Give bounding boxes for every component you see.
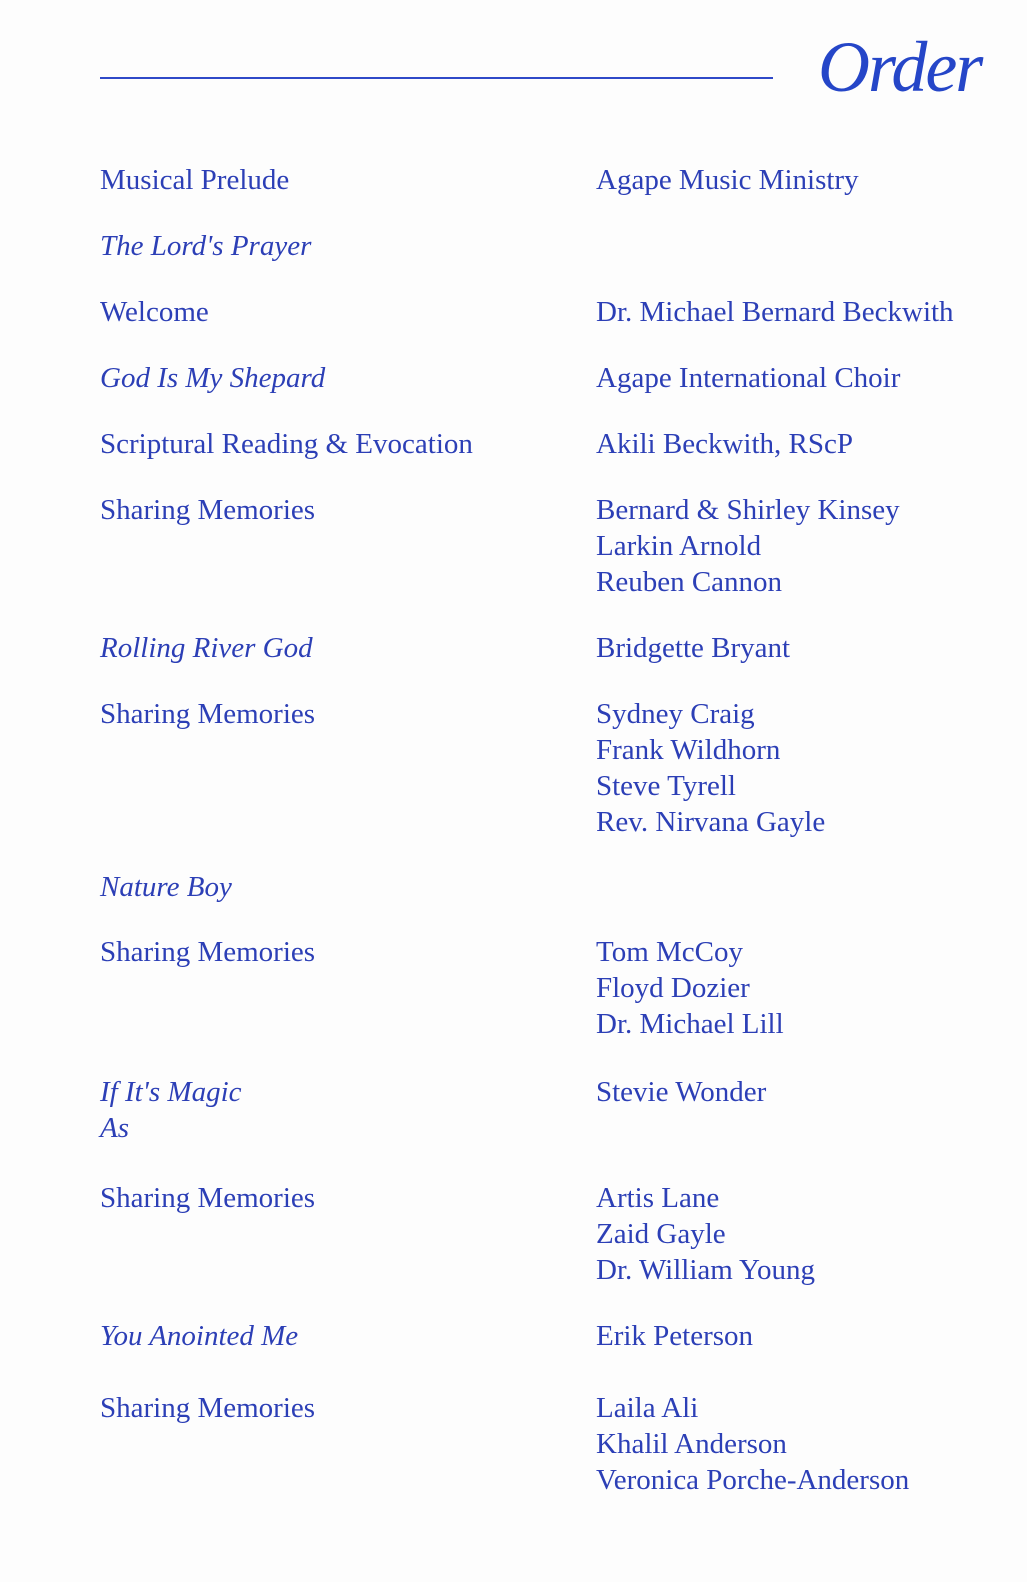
program-item-text: If It's Magic	[100, 1076, 242, 1108]
page-title: Order	[818, 27, 982, 107]
participant-name: Veronica Porche-Anderson	[596, 1464, 910, 1496]
participant-name: Tom McCoy	[596, 936, 743, 968]
program-item-text: Sharing Memories	[100, 1182, 316, 1214]
participant-name: Dr. Michael Bernard Beckwith	[596, 296, 954, 328]
program-participants	[596, 360, 1021, 396]
participant-name: Erik Peterson	[596, 1320, 754, 1352]
program-participants	[596, 630, 1021, 666]
participant-name: Larkin Arnold	[596, 530, 762, 562]
program-item-text: Welcome	[100, 296, 209, 328]
program-item	[100, 228, 570, 264]
program-item	[100, 162, 570, 198]
program-item	[100, 1390, 570, 1426]
participant-name: Laila Ali	[596, 1392, 699, 1424]
program-item	[100, 1318, 570, 1354]
program-participants	[596, 492, 1021, 600]
program-item-text: Sharing Memories	[100, 698, 316, 730]
program-item	[100, 294, 570, 330]
participant-name: Zaid Gayle	[596, 1218, 726, 1250]
participant-name: Floyd Dozier	[596, 972, 750, 1004]
participant-name: Dr. William Young	[596, 1254, 816, 1286]
program-item-text: The Lord's Prayer	[100, 230, 312, 262]
participant-name: Steve Tyrell	[596, 770, 736, 802]
program-item-text: As	[100, 1112, 129, 1144]
participant-name: Akili Beckwith, RScP	[596, 428, 853, 460]
participant-name: Artis Lane	[596, 1182, 720, 1214]
participant-name: Reuben Cannon	[596, 566, 783, 598]
program-item	[100, 426, 570, 462]
participant-name: Frank Wildhorn	[596, 734, 781, 766]
program-item-text: Nature Boy	[100, 871, 232, 903]
participant-name: Bernard & Shirley Kinsey	[596, 494, 900, 526]
program-participants	[596, 934, 1021, 1042]
program-participants	[596, 1074, 1021, 1110]
program-item	[100, 492, 570, 528]
program-item	[100, 630, 570, 666]
header-rule	[100, 77, 773, 79]
participant-name: Agape International Choir	[596, 362, 901, 394]
program-participants	[596, 294, 1021, 330]
program-item-text: God Is My Shepard	[100, 362, 326, 394]
program-item	[100, 934, 570, 970]
program-item-text: Sharing Memories	[100, 494, 316, 526]
program-item	[100, 360, 570, 396]
program-item	[100, 869, 570, 905]
program-item-text: You Anointed Me	[100, 1320, 299, 1352]
program-participants	[596, 696, 1021, 840]
participant-name: Dr. Michael Lill	[596, 1008, 784, 1040]
program-item	[100, 1074, 570, 1146]
participant-name: Rev. Nirvana Gayle	[596, 806, 826, 838]
program-participants	[596, 162, 1021, 198]
program-item	[100, 696, 570, 732]
participant-name: Agape Music Ministry	[596, 164, 859, 196]
program-item-text: Rolling River God	[100, 632, 313, 664]
participant-name: Stevie Wonder	[596, 1076, 767, 1108]
participant-name: Bridgette Bryant	[596, 632, 791, 664]
program-item-text: Sharing Memories	[100, 1392, 316, 1424]
participant-name: Khalil Anderson	[596, 1428, 787, 1460]
program-participants	[596, 426, 1021, 462]
program-participants	[596, 1180, 1021, 1288]
participant-name: Sydney Craig	[596, 698, 755, 730]
program-item-text: Sharing Memories	[100, 936, 316, 968]
program-item	[100, 1180, 570, 1216]
program-participants	[596, 1390, 1021, 1498]
program-participants	[596, 1318, 1021, 1354]
program-item-text: Scriptural Reading & Evocation	[100, 428, 473, 460]
program-item-text: Musical Prelude	[100, 164, 290, 196]
